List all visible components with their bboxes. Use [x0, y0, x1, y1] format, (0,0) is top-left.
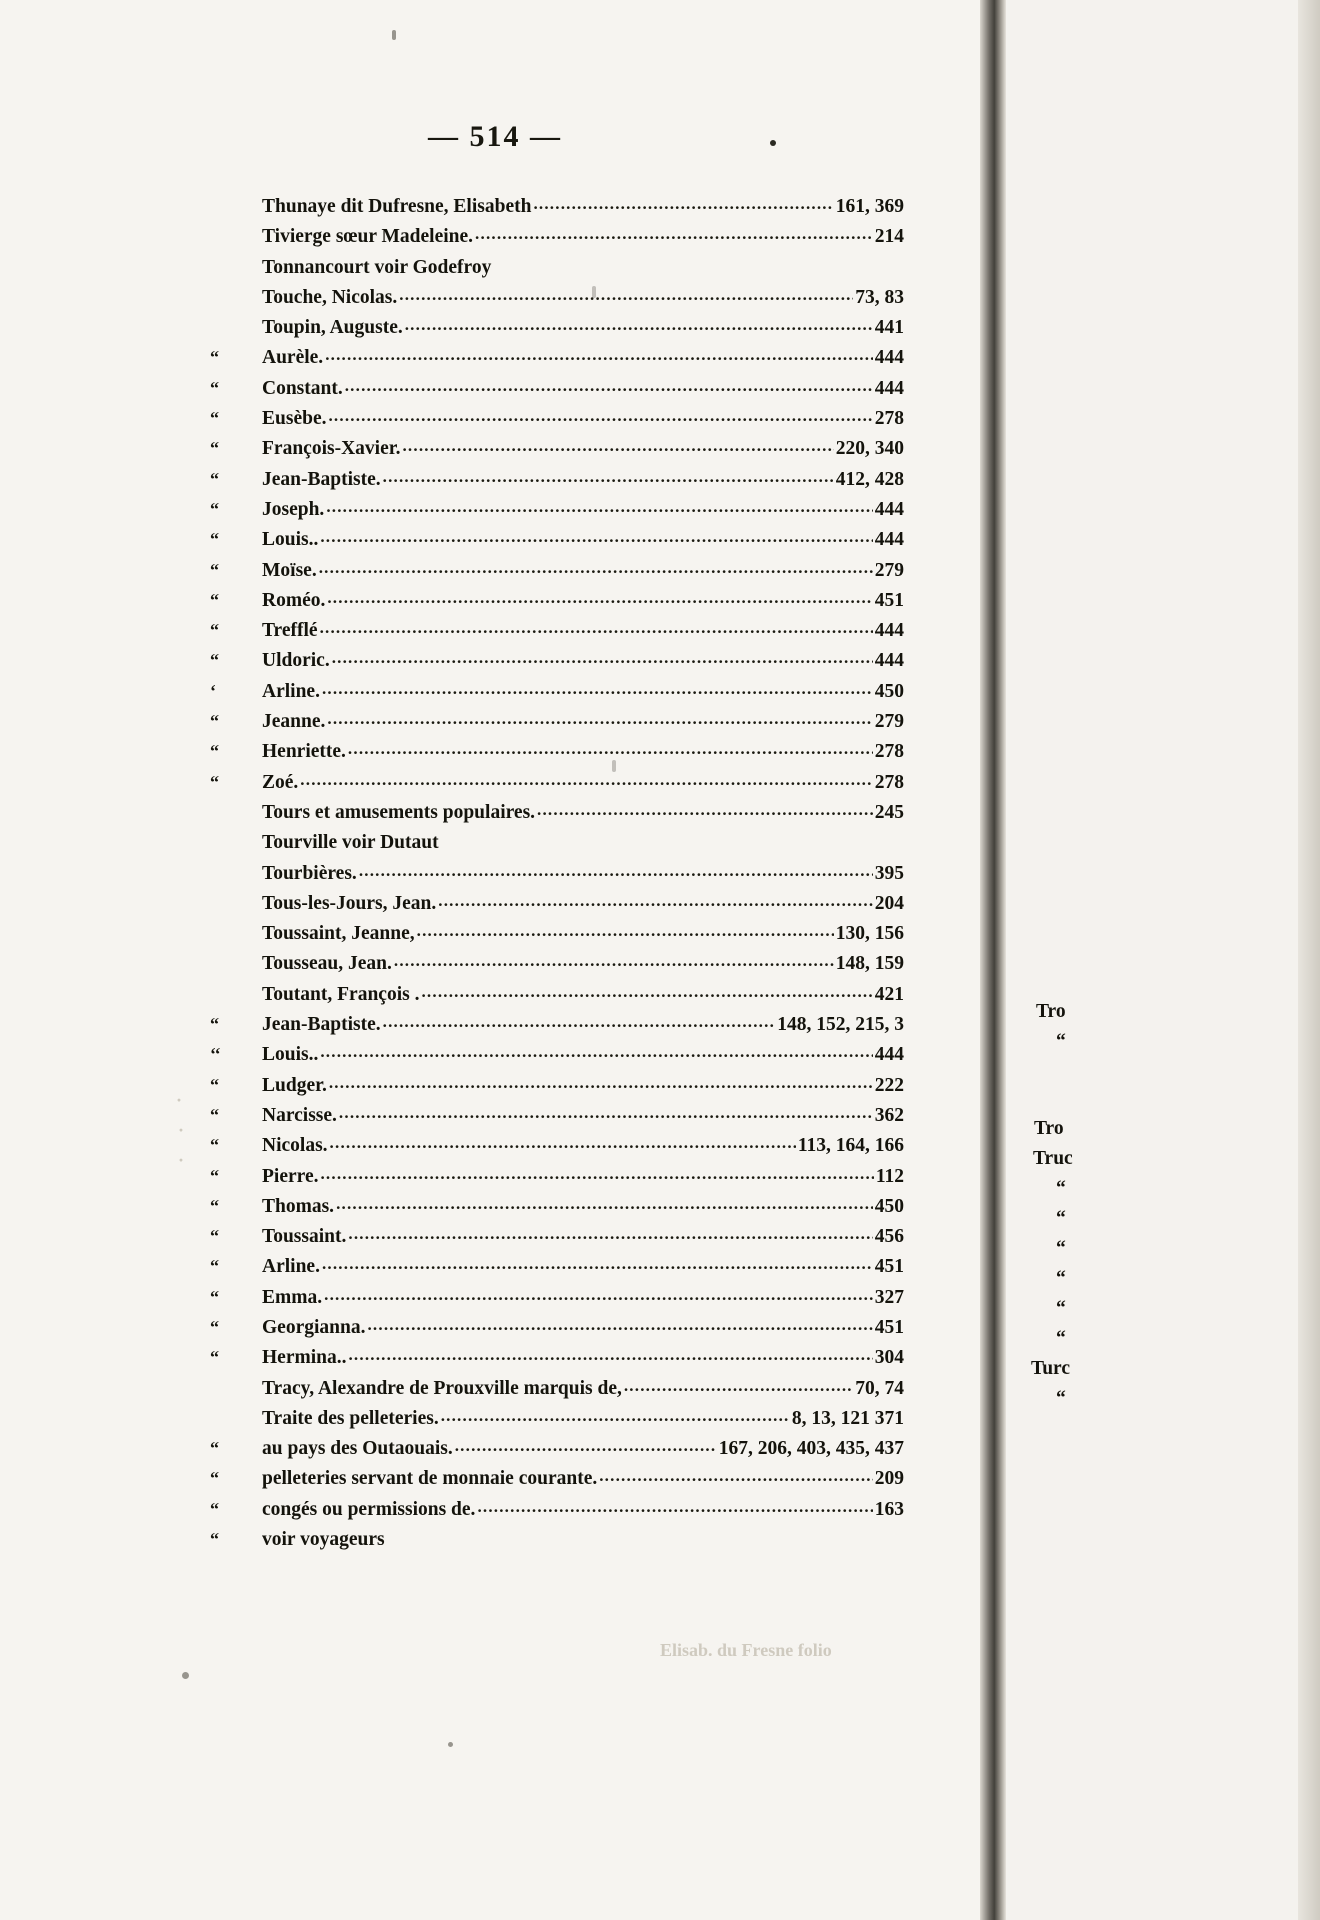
- ditto-mark: “: [210, 408, 219, 429]
- index-entry-pages: 362: [874, 1104, 904, 1126]
- dot-leader: [438, 891, 872, 911]
- dot-leader: [328, 406, 872, 426]
- dot-leader: [336, 1194, 873, 1214]
- right-page-fragment: “: [1056, 1298, 1066, 1319]
- right-page-fragment: “: [1056, 1031, 1066, 1052]
- index-entry: [176, 529, 904, 559]
- dot-leader: [329, 1073, 873, 1093]
- ditto-mark: “: [210, 498, 219, 519]
- index-entry-label: Tours et amusements populaires.: [262, 801, 536, 823]
- ditto-mark: “: [210, 468, 219, 489]
- index-entry: [176, 257, 904, 287]
- dot-leader: [327, 709, 872, 729]
- index-entry-label: Henriette.: [262, 741, 346, 763]
- index-entry-label: Uldoric.: [262, 650, 330, 672]
- right-page-fragment: “: [1056, 1388, 1066, 1409]
- bleed-through-text: ·: [176, 1090, 183, 1110]
- index-entry-pages: 444: [874, 650, 904, 672]
- index-entry-pages: 444: [874, 620, 904, 642]
- index-entry-label: Narcisse.: [262, 1104, 337, 1126]
- ditto-mark: “: [210, 1529, 219, 1550]
- index-entry: [176, 560, 904, 590]
- dot-leader: [624, 1376, 853, 1396]
- dot-leader: [320, 527, 872, 547]
- index-entry-label: Moïse.: [262, 559, 317, 581]
- index-entry-label: pelleteries servant de monnaie courante.: [262, 1468, 598, 1490]
- right-page-fragment: “: [1056, 1208, 1066, 1229]
- index-entry: [176, 408, 904, 438]
- ditto-mark: “: [210, 559, 219, 580]
- book-gutter: [980, 0, 1006, 1920]
- index-entry-pages: 167, 206, 403, 435, 437: [718, 1438, 904, 1460]
- index-entry: [176, 499, 904, 529]
- index-entry-pages: 279: [874, 711, 904, 733]
- index-entry: [176, 1166, 904, 1196]
- dot-leader: [421, 982, 872, 1002]
- ditto-mark: “: [210, 1014, 219, 1035]
- index-entry: [176, 226, 904, 256]
- ditto-mark: “: [210, 1256, 219, 1277]
- dot-leader: [300, 770, 872, 790]
- index-entry: [176, 711, 904, 741]
- dot-leader: [383, 467, 834, 487]
- dot-leader: [320, 618, 873, 638]
- index-entry-label: voir voyageurs: [262, 1529, 385, 1551]
- ditto-mark: “: [210, 741, 219, 762]
- index-entry-label: Tousseau, Jean.: [262, 953, 392, 975]
- index-entry: [176, 347, 904, 377]
- index-entry: [176, 863, 904, 893]
- dot-leader: [399, 285, 853, 305]
- index-entry-label: Joseph.: [262, 498, 325, 520]
- index-entry-label: Tivierge sœur Madeleine.: [262, 226, 474, 248]
- index-entry-pages: 279: [874, 559, 904, 581]
- index-entry: [176, 1287, 904, 1317]
- dot-leader: [324, 1285, 873, 1305]
- index-entry-label: Thunaye dit Dufresne, Elisabeth: [262, 196, 532, 217]
- dot-leader: [348, 739, 873, 759]
- index-entry: [176, 1105, 904, 1135]
- index-entry-pages: 450: [874, 680, 904, 702]
- index-entry-label: Traite des pelleteries.: [262, 1407, 439, 1429]
- index-entry-pages: 130, 156: [835, 923, 904, 945]
- right-page-fragment: Truc: [1033, 1148, 1073, 1169]
- ditto-mark: “: [210, 1468, 219, 1489]
- index-entry-label: Toussaint.: [262, 1226, 347, 1248]
- page-number: — 514 —: [428, 120, 562, 153]
- index-entry: [176, 1196, 904, 1226]
- index-entry: [176, 832, 904, 862]
- ditto-mark: “: [210, 650, 219, 671]
- dot-leader: [345, 376, 873, 396]
- index-entry-label: Jean-Baptiste.: [262, 468, 381, 490]
- index-entry: [176, 1438, 904, 1468]
- index-entry-label: Trefflé: [262, 620, 318, 642]
- dot-leader: [394, 951, 834, 971]
- ditto-mark: “: [210, 529, 219, 550]
- index-entry-pages: 148, 152, 215, 3: [777, 1014, 904, 1036]
- index-entry-label: Roméo.: [262, 589, 326, 611]
- index-entry: [176, 620, 904, 650]
- right-page-fragment: Tro: [1034, 1118, 1064, 1139]
- index-entry-pages: 421: [874, 983, 904, 1005]
- index-entry-label: Arline.: [262, 680, 320, 702]
- bleed-through-text: ·: [178, 1120, 185, 1140]
- index-entry: [176, 1014, 904, 1044]
- index-entry: [176, 681, 904, 711]
- index-entry-pages: 451: [874, 1316, 904, 1338]
- index-entry: [176, 287, 904, 317]
- index-entry-label: Jeanne.: [262, 711, 326, 733]
- index-entry-pages: 214: [874, 226, 904, 248]
- index-entry: [176, 1529, 904, 1559]
- dot-leader: [383, 1012, 776, 1032]
- index-entry-pages: 444: [874, 529, 904, 551]
- index-entry-label: Jean-Baptiste.: [262, 1014, 381, 1036]
- dot-leader: [475, 224, 873, 244]
- index-entry-label: Emma.: [262, 1286, 323, 1308]
- scan-speck: [182, 1672, 189, 1679]
- index-entry: [176, 438, 904, 468]
- index-entry-label: Thomas.: [262, 1195, 335, 1217]
- index-entry-pages: 450: [874, 1195, 904, 1217]
- index-entry-label: Louis..: [262, 1044, 319, 1066]
- index-entry-label: congés ou permissions de.: [262, 1498, 476, 1520]
- page-right: [1006, 0, 1320, 1920]
- right-page-fragment: “: [1056, 1238, 1066, 1259]
- index-entry-pages: 304: [874, 1347, 904, 1369]
- index-entry: [176, 1468, 904, 1498]
- index-entry-pages: 278: [874, 741, 904, 763]
- index-entry-pages: 441: [874, 317, 904, 339]
- index-entry-pages: 444: [874, 377, 904, 399]
- index-entry-label: Eusèbe.: [262, 408, 327, 430]
- index-entry-label: Ludger.: [262, 1074, 327, 1096]
- dot-leader: [339, 1103, 873, 1123]
- index-entry: [176, 953, 904, 983]
- index-entry-pages: 456: [874, 1226, 904, 1248]
- scan-speck: [612, 760, 616, 772]
- ditto-mark: “: [210, 1226, 219, 1247]
- ditto-mark: “: [210, 1074, 219, 1095]
- index-entry-label: Arline.: [262, 1256, 320, 1278]
- ditto-mark: “: [210, 1104, 219, 1125]
- index-entry: [176, 984, 904, 1014]
- ditto-mark: “: [210, 347, 219, 368]
- index-entry-pages: 70, 74: [855, 1377, 904, 1399]
- right-page-fragment: “: [1056, 1328, 1066, 1349]
- ditto-mark: “: [210, 1286, 219, 1307]
- ditto-mark: “: [210, 1165, 219, 1186]
- dot-leader: [322, 679, 873, 699]
- index-entry: [176, 1347, 904, 1377]
- ditto-mark: “: [210, 1438, 219, 1459]
- dot-leader: [402, 436, 833, 456]
- scan-speck: [392, 30, 396, 40]
- right-page-fragment: Tro: [1036, 1001, 1066, 1022]
- ditto-mark: “: [210, 1316, 219, 1337]
- index-entry: [176, 802, 904, 832]
- index-entry-pages: 444: [874, 347, 904, 369]
- dot-leader: [441, 1406, 790, 1426]
- ditto-mark: “: [210, 771, 219, 792]
- right-page-fragment: “: [1056, 1268, 1066, 1289]
- index-entry-label: Tous-les-Jours, Jean.: [262, 892, 437, 914]
- index-entry: [176, 923, 904, 953]
- ditto-mark: “: [210, 620, 219, 641]
- index-entry-label: Louis..: [262, 529, 319, 551]
- ditto-mark: “: [210, 589, 219, 610]
- ditto-mark: “: [210, 438, 219, 459]
- ditto-mark: “: [210, 1498, 219, 1519]
- dot-leader: [320, 1042, 872, 1062]
- index-entry-label: Hermina..: [262, 1347, 347, 1369]
- dot-leader: [325, 345, 873, 365]
- index-entry-pages: 451: [874, 589, 904, 611]
- index-entry-pages: 444: [874, 1044, 904, 1066]
- ditto-mark: “: [210, 1195, 219, 1216]
- header-speck-icon: [770, 140, 776, 146]
- index-entry-pages: 278: [874, 408, 904, 430]
- index-entry: [176, 1075, 904, 1105]
- index-entry-pages: 73, 83: [855, 286, 904, 308]
- index-entry-pages: 163: [874, 1498, 904, 1520]
- dot-leader: [319, 558, 873, 578]
- dot-leader: [537, 800, 873, 820]
- index-entry-label: Toussaint, Jeanne,: [262, 923, 415, 945]
- index-entry-label: Toutant, François .: [262, 983, 420, 1005]
- bleed-through-text: Elisab. du Fresne folio: [660, 1640, 832, 1660]
- index-entry-list: [176, 196, 904, 1559]
- index-entry-pages: 451: [874, 1256, 904, 1278]
- index-entry-label: au pays des Outaouais.: [262, 1438, 453, 1460]
- index-entry: [176, 772, 904, 802]
- dot-leader: [417, 921, 834, 941]
- index-entry-pages: 161, 369: [835, 196, 904, 217]
- index-entry-pages: 220, 340: [835, 438, 904, 460]
- ditto-mark: “: [210, 377, 219, 398]
- dot-leader: [533, 194, 833, 214]
- index-entry-pages: 278: [874, 771, 904, 793]
- index-entry-pages: 412, 428: [835, 468, 904, 490]
- index-entry: [176, 1256, 904, 1286]
- index-entry: [176, 469, 904, 499]
- index-entry-label: Tonnancourt voir Godefroy: [262, 256, 492, 278]
- dot-leader: [322, 1254, 873, 1274]
- index-entry-label: Pierre.: [262, 1165, 319, 1187]
- bleed-through-text: ·: [178, 1150, 185, 1170]
- ditto-mark: “: [210, 1347, 219, 1368]
- index-entry: [176, 893, 904, 923]
- index-entry-label: Tourville voir Dutaut: [262, 832, 439, 854]
- dot-leader: [455, 1436, 717, 1456]
- ditto-mark: “: [210, 711, 219, 732]
- index-entry: [176, 650, 904, 680]
- index-entry: [176, 1317, 904, 1347]
- index-entry: [176, 1135, 904, 1165]
- index-entry-label: Nicolas.: [262, 1135, 328, 1157]
- index-entry-pages: 395: [874, 862, 904, 884]
- index-entry-pages: 444: [874, 498, 904, 520]
- index-entry-label: François-Xavier.: [262, 438, 401, 460]
- scan-speck: [448, 1742, 453, 1747]
- dot-leader: [332, 648, 873, 668]
- index-entry: [176, 1044, 904, 1074]
- index-entry-pages: 245: [874, 801, 904, 823]
- page-edge: [1298, 0, 1320, 1920]
- index-entry: [176, 590, 904, 620]
- index-entry: [176, 196, 904, 226]
- index-entry-pages: 204: [874, 892, 904, 914]
- index-entry-label: Constant.: [262, 377, 343, 399]
- index-entry: [176, 1226, 904, 1256]
- index-entry-label: Georgianna.: [262, 1316, 366, 1338]
- index-entry: [176, 1499, 904, 1529]
- index-entry-label: Aurèle.: [262, 347, 324, 369]
- dot-leader: [327, 588, 872, 608]
- dot-leader: [326, 497, 872, 517]
- index-entry: [176, 317, 904, 347]
- index-entry: [176, 1408, 904, 1438]
- dot-leader: [405, 315, 873, 335]
- index-entry: [176, 1378, 904, 1408]
- ditto-mark: ‘: [210, 680, 216, 701]
- index-entry: [176, 741, 904, 771]
- ditto-mark: ‘‘: [210, 1044, 221, 1065]
- dot-leader: [359, 861, 873, 881]
- index-entry-label: Toupin, Auguste.: [262, 317, 403, 339]
- dot-leader: [320, 1164, 873, 1184]
- dot-leader: [367, 1315, 872, 1335]
- index-entry-label: Zoé.: [262, 771, 299, 793]
- index-entry-pages: 112: [875, 1165, 904, 1187]
- dot-leader: [330, 1133, 796, 1153]
- index-entry: [176, 378, 904, 408]
- dot-leader: [348, 1224, 872, 1244]
- index-entry-label: Tourbières.: [262, 862, 357, 884]
- index-entry-label: Touche, Nicolas.: [262, 286, 398, 308]
- index-entry-label: Tracy, Alexandre de Prouxville marquis de,: [262, 1377, 622, 1399]
- index-entry-pages: 209: [874, 1468, 904, 1490]
- ditto-mark: “: [210, 1135, 219, 1156]
- index-entry-pages: 8, 13, 121 371: [791, 1407, 904, 1429]
- scan-speck: [592, 286, 596, 298]
- right-page-fragment: Turc: [1031, 1358, 1071, 1379]
- index-entry-pages: 148, 159: [835, 953, 904, 975]
- right-page-fragment: “: [1056, 1178, 1066, 1199]
- index-entry-pages: 222: [874, 1074, 904, 1096]
- dot-leader: [348, 1345, 872, 1365]
- index-entry-pages: 113, 164, 166: [797, 1135, 904, 1157]
- dot-leader: [599, 1466, 873, 1486]
- dot-leader: [477, 1497, 872, 1517]
- index-entry-pages: 327: [874, 1286, 904, 1308]
